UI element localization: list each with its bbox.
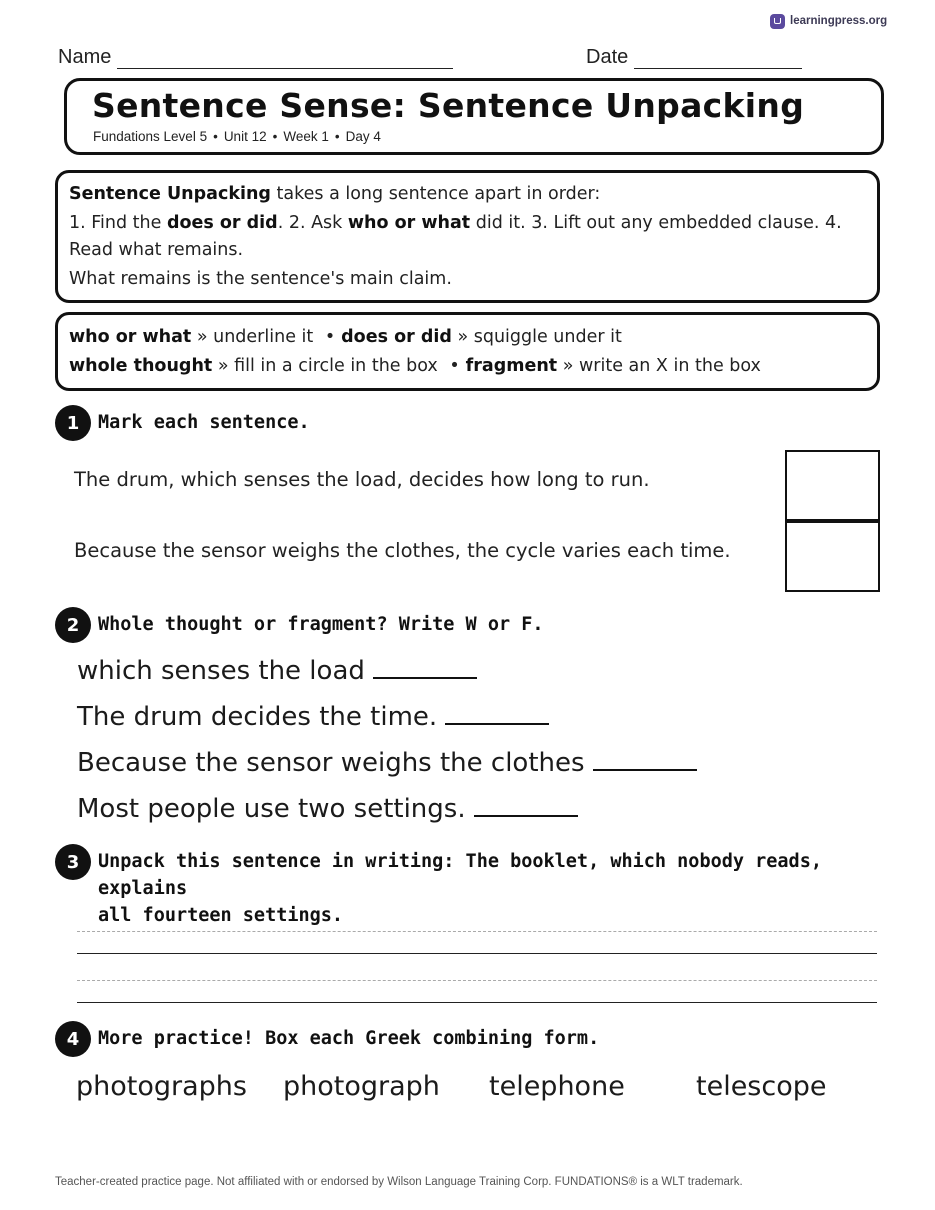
marking-legend [69, 323, 869, 381]
wf-item-text: The drum decides the time. [77, 702, 438, 732]
step-text: did it. 3. Lift out any embedded clause. 4. [470, 213, 842, 233]
section-3-number: 3 [55, 844, 91, 880]
writing-line[interactable] [77, 1002, 877, 1003]
date-label: Date [586, 46, 629, 68]
legend-key-does-or-did: does or did [341, 327, 452, 347]
wf-item [77, 655, 477, 686]
mark-sentence-1: The drum, which senses the load, decides how long to run. [74, 468, 650, 491]
subtitle-sep: • [272, 129, 278, 144]
answer-line[interactable] [474, 793, 578, 817]
answer-box-2[interactable] [785, 521, 880, 592]
brand-text: learningpress.org [790, 15, 888, 27]
date-line[interactable] [634, 48, 802, 69]
page-subtitle [93, 129, 381, 144]
section-1-number: 1 [55, 405, 91, 441]
term-does-or-did: does or did [166, 213, 278, 233]
legend-key-who-or-what: who or what [69, 327, 192, 347]
legend-value: » underline it [191, 327, 319, 347]
instructions-line-2 [69, 210, 869, 237]
practice-word[interactable]: telephone [489, 1071, 625, 1102]
answer-line[interactable] [373, 655, 477, 679]
legend-key-fragment: fragment [465, 356, 558, 376]
instructions-line-1 [69, 181, 869, 208]
step-text: 1. Find the [69, 213, 167, 233]
wf-item-text: Most people use two settings. [77, 794, 466, 824]
wf-item-text: Because the sensor weighs the clothes [77, 748, 585, 778]
legend-line-2 [69, 352, 869, 381]
writing-line[interactable] [77, 953, 877, 954]
practice-word[interactable]: telescope [696, 1071, 827, 1102]
subtitle-sep: • [213, 129, 218, 144]
answer-box-1[interactable] [785, 450, 880, 521]
wf-item [77, 747, 697, 778]
legend-sep: • [324, 327, 336, 347]
date-field [586, 46, 802, 69]
section-3-title [98, 848, 898, 929]
writing-guide-dashed [77, 931, 877, 932]
answer-line[interactable] [445, 701, 549, 725]
footer-disclaimer: Teacher-created practice page. Not affiliated with or endorsed by Wilson Language Training Corp. FUNDATIONS® is a WLT trademark. [55, 1176, 743, 1188]
instructions-text [69, 181, 869, 293]
term-who-or-what: who or what [347, 213, 471, 233]
section-1-title: Mark each sentence. [98, 412, 310, 433]
subtitle-level: Fundations Level 5 [93, 129, 208, 144]
term-sentence-unpacking: Sentence Unpacking [69, 184, 271, 204]
writing-guide-dashed [77, 980, 877, 981]
book-icon [770, 14, 785, 29]
practice-word[interactable]: photographs [76, 1071, 247, 1102]
instructions-line-1-rest: takes a long sentence apart in order: [270, 184, 601, 204]
wf-item-text: which senses the load [77, 656, 365, 686]
legend-value: » write an X in the box [557, 356, 761, 376]
subtitle-day: Day 4 [345, 129, 381, 144]
name-field [58, 46, 453, 69]
instructions-line-3: Read what remains. [69, 240, 244, 260]
subtitle-sep: • [334, 129, 340, 144]
section-4-number: 4 [55, 1021, 91, 1057]
wf-item [77, 701, 549, 732]
legend-line-1 [69, 323, 869, 352]
mark-sentence-2: Because the sensor weighs the clothes, the cycle varies each time. [74, 539, 731, 562]
practice-word[interactable]: photograph [283, 1071, 440, 1102]
legend-value: » squiggle under it [451, 327, 622, 347]
section-2-title: Whole thought or fragment? Write W or F. [98, 614, 544, 635]
name-line[interactable] [117, 48, 453, 69]
name-label: Name [58, 46, 112, 68]
instructions-line-4: What remains is the sentence's main claim. [69, 269, 452, 289]
legend-key-whole-thought: whole thought [69, 356, 213, 376]
legend-sep: • [449, 356, 460, 376]
subtitle-unit: Unit 12 [223, 129, 267, 144]
page-title: Sentence Sense: Sentence Unpacking [92, 86, 805, 125]
section-4-title: More practice! Box each Greek combining form. [98, 1028, 600, 1049]
section-3-title-line-1: Unpack this sentence in writing: The booklet, which nobody reads, explains [98, 851, 822, 899]
section-2-number: 2 [55, 607, 91, 643]
subtitle-week: Week 1 [283, 129, 329, 144]
answer-line[interactable] [593, 747, 697, 771]
brand-logo[interactable] [770, 12, 887, 30]
wf-item [77, 793, 578, 824]
section-3-title-line-2: all fourteen settings. [98, 905, 344, 926]
step-text: . 2. Ask [277, 213, 348, 233]
legend-value: » fill in a circle in the box [212, 356, 444, 376]
